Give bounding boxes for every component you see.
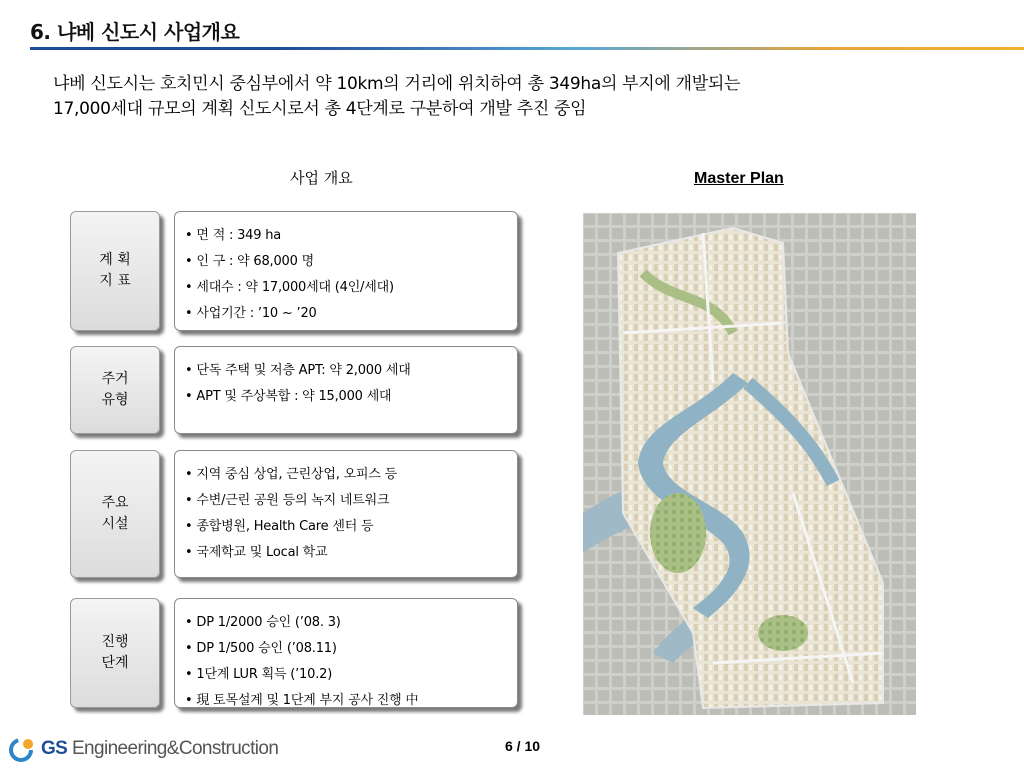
list-item: • DP 1/500 승인 (’08.11) [185,636,517,662]
summary-line-2: 17,000세대 규모의 계획 신도시로서 총 4단계로 구분하여 개발 추진 중임 [53,99,587,119]
list-item: • DP 1/2000 승인 (’08. 3) [185,610,517,636]
title-underline [30,47,1024,50]
list-item: • 1단계 LUR 획득 (’10.2) [185,662,517,688]
masterplan-heading: Master Plan [694,170,784,187]
list-item: • 사업기간 : ’10 ~ ’20 [185,301,517,327]
park-area [650,493,706,573]
label-housing-type: 주거 유형 [70,346,160,434]
list-item: • 인 구 : 약 68,000 명 [185,249,517,275]
list-item: • 現 토목설계 및 1단계 부지 공사 진행 中 [185,688,517,714]
list-item: • 면 적 : 349 ha [185,223,517,249]
master-plan-image [583,213,916,715]
label-progress-stage: 진행 단계 [70,598,160,708]
park-area-south [758,615,808,651]
summary-text [53,72,1003,122]
list-item: • 종합병원, Health Care 센터 등 [185,514,517,540]
list-item: • 국제학교 및 Local 학교 [185,540,517,566]
summary-line-1: 냐베 신도시는 호치민시 중심부에서 약 10km의 거리에 위치하여 총 349ha의 부지에 개발되는 [53,74,741,94]
company-name: GS Engineering&Construction [41,738,279,759]
list-item: • 세대수 : 약 17,000세대 (4인/세대) [185,275,517,301]
content-plan-index [174,211,518,331]
list-item: • 수변/근린 공원 등의 녹지 네트워크 [185,488,517,514]
list-item: • APT 및 주상복합 : 약 15,000 세대 [185,384,517,410]
title-bar [0,0,1024,52]
content-progress-stage [174,598,518,708]
master-plan-illustration [583,213,916,715]
page-title: 6. 냐베 신도시 사업개요 [30,20,240,44]
label-plan-index: 계 획 지 표 [70,211,160,331]
label-main-facilities: 주요 시설 [70,450,160,578]
content-housing-type [174,346,518,434]
overview-heading: 사업 개요 [290,169,353,187]
list-item: • 지역 중심 상업, 근린상업, 오피스 등 [185,462,517,488]
gs-logo [8,735,278,763]
gs-logo-icon [8,736,38,762]
content-main-facilities [174,450,518,578]
page-number: 6 / 10 [505,738,541,754]
list-item: • 단독 주택 및 저층 APT: 약 2,000 세대 [185,358,517,384]
